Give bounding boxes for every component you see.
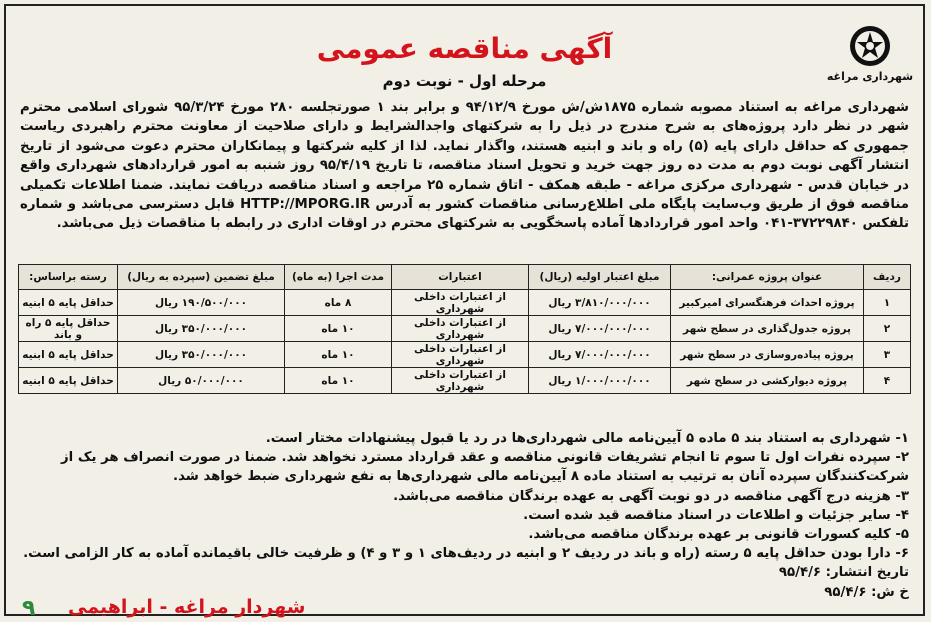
col-header-grade: رسته براساس: (19, 265, 118, 290)
cell-grade: حداقل پایه ۵ ابنیه (19, 368, 118, 394)
cell-duration: ۱۰ ماه (285, 368, 392, 394)
cell-funding: از اعتبارات داخلی شهرداری (392, 290, 529, 316)
cell-project: پروژه پیاده‌روسازی در سطح شهر (671, 342, 864, 368)
cell-row-number: ۳ (864, 342, 911, 368)
cell-budget: ۷/۰۰۰/۰۰۰/۰۰۰ ریال (529, 316, 671, 342)
cell-guarantee: ۳۵۰/۰۰۰/۰۰۰ ریال (118, 342, 285, 368)
publish-date: تاریخ انتشار: ۹۵/۴/۶ (778, 565, 909, 581)
cell-budget: ۱/۰۰۰/۰۰۰/۰۰۰ ریال (529, 368, 671, 394)
table-header-row (19, 265, 911, 290)
note-item: ۶- دارا بودن حداقل پایه ۵ رسته (راه و باند در ردیف ۲ و ابنیه در ردیف‌های ۱ و ۳ و ۴) و ظرفیت خالی باقیمانده آماده به کار الزامی است. (23, 546, 909, 562)
projects-table (18, 264, 911, 394)
cell-project: پروژه جدول‌گذاری در سطح شهر (671, 316, 864, 342)
signature: شهردار مراغه - ابراهیمی (68, 596, 306, 618)
cell-project: پروژه دیوارکشی در سطح شهر (671, 368, 864, 394)
cell-row-number: ۲ (864, 316, 911, 342)
notice-title: آگهی مناقصه عمومی (316, 32, 613, 65)
cell-duration: ۸ ماه (285, 290, 392, 316)
cell-row-number: ۴ (864, 368, 911, 394)
col-header-funding: اعتبارات (392, 265, 529, 290)
cell-guarantee: ۳۵۰/۰۰۰/۰۰۰ ریال (118, 316, 285, 342)
logo-text: شهرداری مراغه (826, 70, 914, 83)
cell-duration: ۱۰ ماه (285, 316, 392, 342)
cell-project: پروژه احداث فرهنگسرای امیرکبیر (671, 290, 864, 316)
cell-funding: از اعتبارات داخلی شهرداری (392, 368, 529, 394)
cell-budget: ۷/۰۰۰/۰۰۰/۰۰۰ ریال (529, 342, 671, 368)
table-row (19, 368, 911, 394)
cell-duration: ۱۰ ماه (285, 342, 392, 368)
note-item: ۵- کلیه کسورات قانونی بر عهده برندگان مناقصه می‌باشد. (528, 527, 909, 543)
cell-grade: حداقل پایه ۵ راه و باند (19, 316, 118, 342)
cell-budget: ۳/۸۱۰/۰۰۰/۰۰۰ ریال (529, 290, 671, 316)
note-item: ۲- سپرده نفرات اول تا سوم تا انجام تشریفات قانونی مناقصه و عقد قرارداد مسترد نخواهد شد. ضمنا در صورت انصراف هر یک از شرکت‌کنندگان سپرده آنان به ترتیب به استناد ماده ۸ آیین‌نامه مالی شهرداری‌ها به نفع شهرداری ضبط خواهد شد. (61, 450, 909, 485)
cell-funding: از اعتبارات داخلی شهرداری (392, 342, 529, 368)
cell-grade: حداقل پایه ۵ ابنیه (19, 290, 118, 316)
notes-list (20, 429, 909, 602)
col-header-row-number: ردیف (864, 265, 911, 290)
cell-guarantee: ۱۹۰/۵۰۰/۰۰۰ ریال (118, 290, 285, 316)
col-header-guarantee: مبلغ تضمین (سپرده به ریال) (118, 265, 285, 290)
note-item: ۳- هزینه درج آگهی مناقصه در دو نوبت آگهی به عهده برندگان مناقصه می‌باشد. (393, 488, 909, 504)
cell-funding: از اعتبارات داخلی شهرداری (392, 316, 529, 342)
note-item: ۱- شهرداری به استناد بند ۵ ماده ۵ آیین‌نامه مالی شهرداری‌ها در رد یا قبول پیشنهادات مختار است. (265, 431, 909, 446)
col-header-project: عنوان پروژه عمرانی: (671, 265, 864, 290)
notice-subtitle: مرحله اول - نوبت دوم (382, 72, 547, 90)
notice-code: خ ش: ۹۵/۴/۶ (824, 584, 909, 600)
col-header-budget: مبلغ اعتبار اولیه (ریال) (529, 265, 671, 290)
col-header-duration: مدت اجرا (به ماه) (285, 265, 392, 290)
table-row (19, 290, 911, 316)
table-row (19, 342, 911, 368)
cell-row-number: ۱ (864, 290, 911, 316)
cell-grade: حداقل پایه ۵ ابنیه (19, 342, 118, 368)
note-item: ۴- سایر جزئیات و اطلاعات در اسناد مناقصه قید شده است. (523, 507, 909, 523)
tender-notice (4, 4, 925, 621)
table-row (19, 316, 911, 342)
decorative-mark-icon: ٩ (22, 596, 36, 621)
intro-paragraph: شهرداری مراغه به استناد مصوبه شماره ۱۸۷۵ش/ش مورخ ۹۴/۱۲/۹ و برابر بند ۱ صورتجلسه ۲۸۰ مورخ ۹۵/۳/۲۴ شورای اسلامی محترم شهر در نظر دارد پروژه‌های به شرح مندرج در ذیل را به شرکتهای واجدالشرایط و دارای صلاحیت از معاونت محترم راهبردی ریاست جمهوری که حداقل دارای پایه (۵) راه و باند و ابنیه هستند، واگذار نماید. لذا از کلیه شرکتها و پیمانکاران محترم دعوت می‌شود از تاریخ انتشار آگهی نوبت دوم به مدت ده روز جهت خرید و تحویل اسناد مناقصه، تا تاریخ ۹۵/۴/۱۹ روز شنبه به امور قراردادهای شهرداری واقع در خیابان قدس - شهرداری مرکزی مراغه - طبقه همکف - اتاق شماره ۲۵ مراجعه و اسناد مناقصه دریافت نمایند. ضمنا اطلاعات تکمیلی مناقصه فوق از طریق وب‌سایت پایگاه ملی اطلاع‌رسانی مناقصات کشور به آدرس HTTP://MPORG.IR قابل دسترسی می‌باشد و شماره تلفکس ۳۷۲۲۹۸۴۰-۰۴۱ واحد امور قراردادها آماده پاسخگویی به شرکتهای محترم در اوقات اداری در رابطه با مناقصات ذیل می‌باشد. (20, 100, 909, 232)
cell-guarantee: ۵۰/۰۰۰/۰۰۰ ریال (118, 368, 285, 394)
